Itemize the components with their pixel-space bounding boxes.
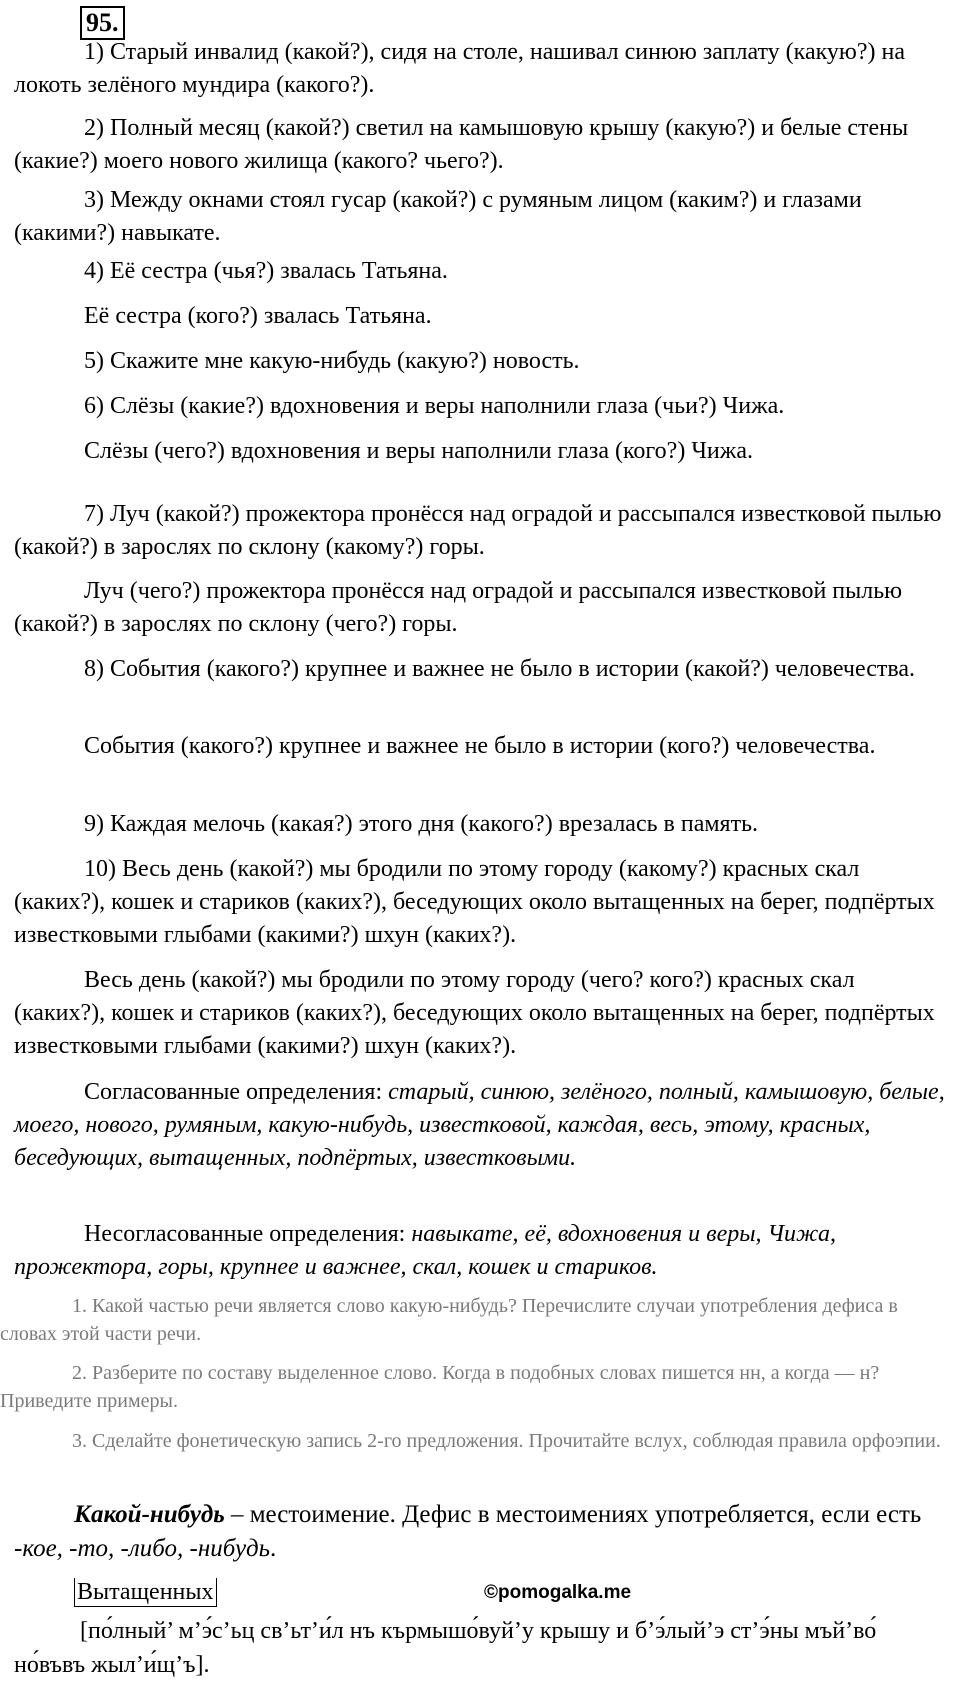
- task-2: 2. Разберите по составу выделенное слово. Когда в подобных словах пишется нн, а когда — н? Приведите примеры.: [0, 1362, 880, 1412]
- agreed-items: старый, синюю, зелёного, полный, камышовую, белые, моего, нового, румяным, какую-нибудь, известковой, каждая, весь, этому, красных, беседующих, вытащенных, подпёртых, известковыми.: [14, 1079, 945, 1171]
- sentence-9: 9) Каждая мелочь (какая?) этого дня (какого?) врезалась в память.: [84, 811, 759, 837]
- answer-text: – местоимение. Дефис в местоимениях употребляется, если есть: [224, 1501, 922, 1528]
- answer-term: Какой-нибудь: [74, 1501, 225, 1528]
- exercise-number: 95.: [80, 6, 125, 40]
- sentence-3: 3) Между окнами стоял гусар (какой?) с румяным лицом (каким?) и глазами (какими?) навыкате.: [14, 187, 862, 246]
- sentence-8-alt: События (какого?) крупнее и важнее не было в истории (кого?) человечества.: [84, 733, 876, 759]
- task-3: 3. Сделайте фонетическую запись 2-го предложения. Прочитайте вслух, соблюдая правила орфоэпии.: [72, 1430, 941, 1452]
- sentence-8: 8) События (какого?) крупнее и важнее не было в истории (какой?) человечества.: [84, 656, 915, 682]
- task-1: 1. Какой частью речи является слово какую-нибудь? Перечислите случаи употребления дефиса в словах этой части речи.: [0, 1295, 898, 1345]
- sentence-10: 10) Весь день (какой?) мы бродили по этому городу (какому?) красных скал (каких?), кошек и стариков (каких?), беседующих около вытащенных на берег, подпёртых известковыми глыбами (какими?) шхун (каких?).: [14, 856, 935, 948]
- answer-particles: -кое, -то, -либо, -нибудь: [14, 1535, 271, 1562]
- answer-end: .: [270, 1535, 277, 1562]
- sentence-7: 7) Луч (какой?) прожектора пронёсся над оградой и рассыпался известковой пылью (какой?) в зарослях по склону (какому?) горы.: [14, 501, 942, 560]
- sentence-5: 5) Скажите мне какую-нибудь (какую?) новость.: [84, 348, 580, 374]
- sentence-1: 1) Старый инвалид (какой?), сидя на столе, нашивал синюю заплату (какую?) на локоть зелёного мундира (какого?).: [14, 39, 905, 98]
- watermark: ©pomogalka.me: [484, 1582, 632, 1603]
- phonetic-transcription: [по́лный’ м’э́с’ьц св’ьт’и́л нъ кърмышо́вуй’у крышу и б’э́лый’э ст’э́ны мъй’во́ но́въвъ жыл’и́щ’ъ].: [14, 1618, 877, 1678]
- sentence-4: 4) Её сестра (чья?) звалась Татьяна.: [84, 258, 448, 284]
- agreed-label: Согласованные определения:: [84, 1079, 389, 1105]
- unagreed-definitions: [14, 1218, 950, 1284]
- sentence-6: 6) Слёзы (какие?) вдохновения и веры наполнили глаза (чьи?) Чижа.: [84, 393, 785, 419]
- sentence-10-alt: Весь день (какой?) мы бродили по этому городу (чего? кого?) красных скал (каких?), кошек и стариков (каких?), беседующих около вытащенных на берег, подпёртых известковыми глыбами (какими?) шхун (каких?).: [14, 967, 935, 1059]
- sentence-2: 2) Полный месяц (какой?) светил на камышовую крышу (какую?) и белые стены (какие?) моего нового жилища (какого? чьего?).: [14, 115, 909, 174]
- unagreed-items: навыкате, её, вдохновения и веры, Чижа, прожектора, горы, крупнее и важнее, скал, кошек и стариков.: [14, 1221, 837, 1280]
- sentence-6-alt: Слёзы (чего?) вдохновения и веры наполнили глаза (кого?) Чижа.: [84, 438, 753, 464]
- unagreed-label: Несогласованные определения:: [84, 1221, 412, 1247]
- sentence-4-alt: Её сестра (кого?) звалась Татьяна.: [84, 303, 432, 329]
- morpheme-boxed-word: Вытащенных: [74, 1578, 217, 1607]
- answer-paragraph: [14, 1498, 950, 1566]
- agreed-definitions: [14, 1076, 950, 1175]
- sentence-7-alt: Луч (чего?) прожектора пронёсся над оградой и рассыпался известковой пылью (какой?) в зарослях по склону (чего?) горы.: [14, 578, 903, 637]
